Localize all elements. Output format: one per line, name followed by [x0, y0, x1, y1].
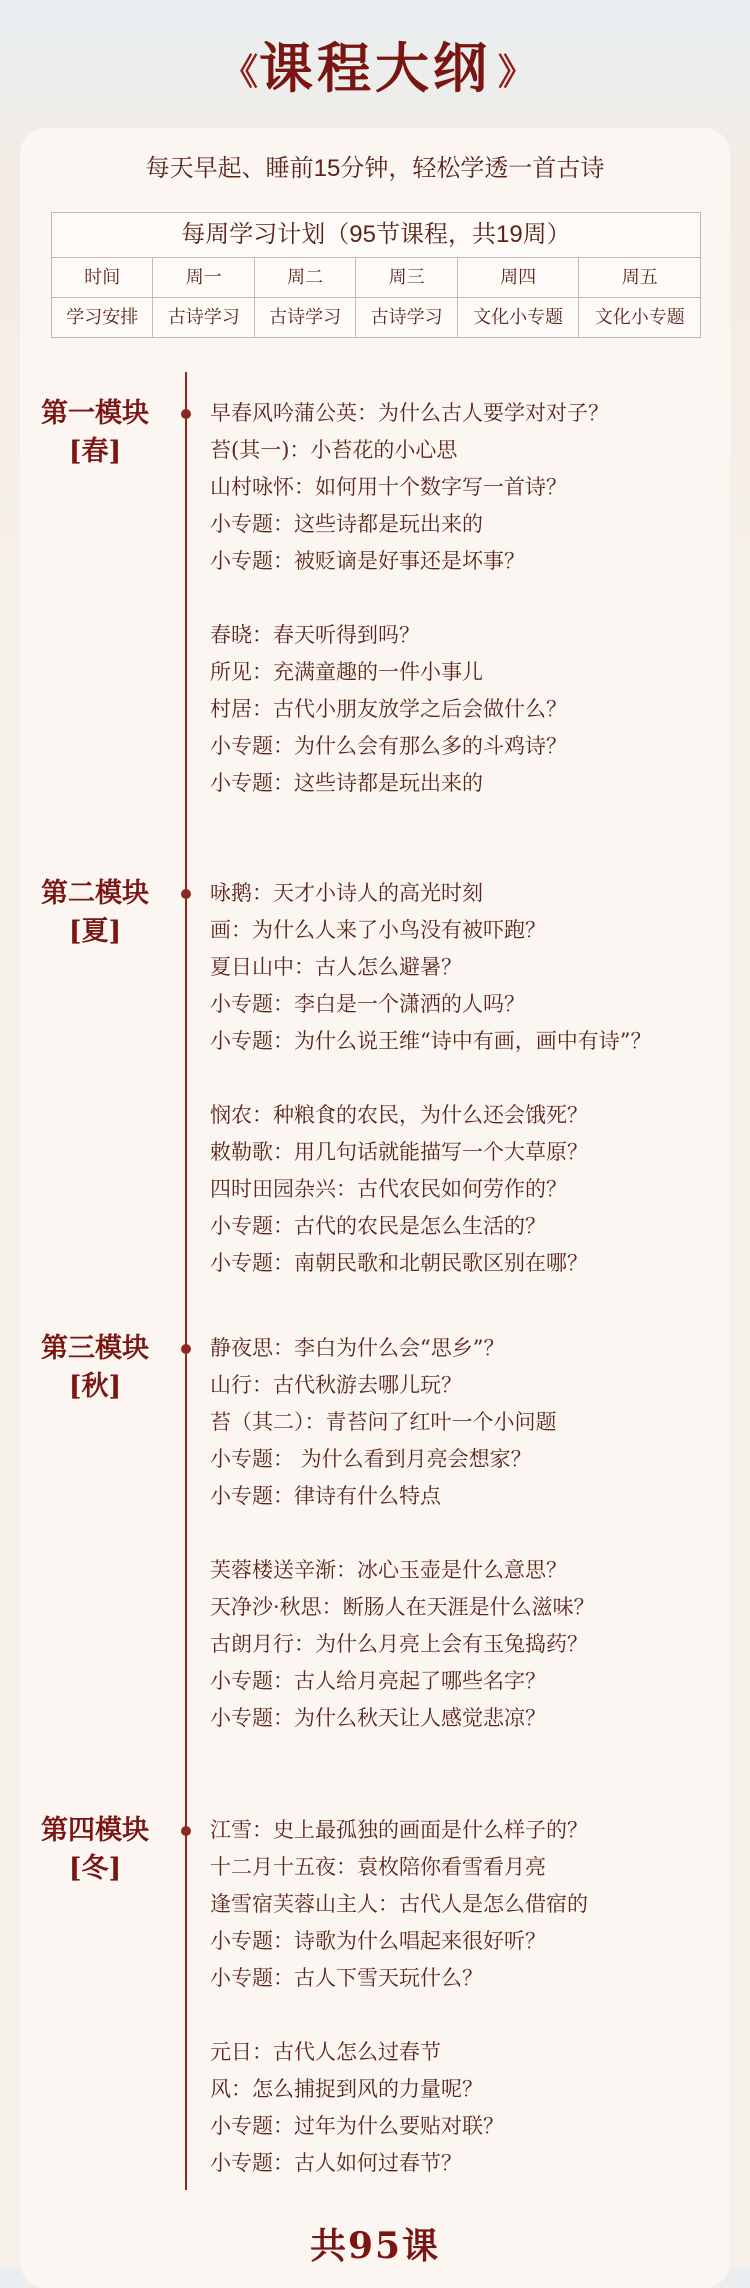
plan-cell: 周三: [355, 258, 456, 297]
title-ornament-left: 《: [222, 51, 259, 93]
lesson-item: 夏日山中：古人怎么避暑？: [210, 955, 462, 979]
module-season: [春]: [68, 436, 122, 467]
page-title: 课程大纲: [259, 36, 491, 100]
lesson-item: 小专题：为什么说王维“诗中有画，画中有诗”？: [210, 1029, 652, 1053]
timeline-dot: [181, 409, 191, 419]
module-name: 第二模块: [41, 878, 149, 909]
plan-cell: 古诗学习: [355, 298, 456, 337]
timeline-dot: [181, 1826, 191, 1836]
lesson-item: 小专题：为什么会有那么多的斗鸡诗？: [210, 734, 567, 758]
lesson-item: 逢雪宿芙蓉山主人：古代人是怎么借宿的: [210, 1892, 588, 1916]
plan-cell: 时间: [84, 267, 121, 287]
lesson-item: 春晓：春天听得到吗？: [210, 623, 420, 647]
lesson-list: [210, 395, 730, 802]
lesson-item: 小专题：诗歌为什么唱起来很好听？: [210, 1929, 546, 1953]
module-name: 第四模块: [41, 1815, 149, 1846]
total-lessons: 共95课: [309, 2225, 441, 2267]
plan-cell: 周五: [578, 258, 700, 297]
module-label: [30, 1330, 160, 1406]
timeline-dot: [181, 889, 191, 899]
lesson-list: [210, 875, 730, 1282]
lesson-item: 小专题：为什么秋天让人感觉悲凉？: [210, 1706, 546, 1730]
lesson-item: 所见：充满童趣的一件小事儿: [210, 660, 483, 684]
lesson-item: 小专题：古人给月亮起了哪些名字？: [210, 1669, 546, 1693]
plan-cell: 文化小专题: [457, 298, 579, 337]
module-label: [30, 395, 160, 471]
lesson-item: 四时田园杂兴：古代农民如何劳作的？: [210, 1177, 567, 1201]
lesson-list: [210, 1812, 730, 2182]
lesson-item: 小专题：被贬谪是好事还是坏事？: [210, 549, 525, 573]
timeline-dot: [181, 1344, 191, 1354]
timeline-line: [185, 372, 187, 2190]
header: [0, 0, 750, 130]
lesson-item: 小专题：这些诗都是玩出来的: [210, 771, 483, 795]
plan-cell: 文化小专题: [578, 298, 700, 337]
plan-cell: 周一: [152, 258, 253, 297]
module-season: [冬]: [68, 1853, 122, 1884]
lesson-item: 村居：古代小朋友放学之后会做什么？: [210, 697, 567, 721]
plan-cell: 学习安排: [66, 307, 139, 327]
lesson-item: 小专题：李白是一个潇洒的人吗？: [210, 992, 525, 1016]
lesson-item: 悯农：种粮食的农民，为什么还会饿死？: [210, 1103, 588, 1127]
lesson-item: 小专题：这些诗都是玩出来的: [210, 512, 483, 536]
lesson-item: 苔(其一)：小苔花的小心思: [210, 438, 458, 462]
lesson-item: 小专题：古代的农民是怎么生活的？: [210, 1214, 546, 1238]
lesson-item: 山行：古代秋游去哪儿玩？: [210, 1373, 462, 1397]
page-subtitle: 每天早起、睡前15分钟，轻松学透一首古诗: [145, 155, 605, 182]
lesson-item: 小专题：律诗有什么特点: [210, 1484, 441, 1508]
plan-cell: 古诗学习: [152, 298, 253, 337]
plan-header-row: [52, 258, 700, 297]
module-season: [秋]: [68, 1371, 122, 1402]
lesson-item: 小专题：南朝民歌和北朝民歌区别在哪？: [210, 1251, 588, 1275]
lesson-item: 山村咏怀：如何用十个数字写一首诗？: [210, 475, 567, 499]
lesson-item: 江雪：史上最孤独的画面是什么样子的？: [210, 1818, 588, 1842]
lesson-item: 小专题：过年为什么要贴对联？: [210, 2114, 504, 2138]
plan-title: 每周学习计划（95节课程，共19周）: [52, 213, 700, 258]
lesson-item: 咏鹅：天才小诗人的高光时刻: [210, 881, 483, 905]
module-name: 第三模块: [41, 1333, 149, 1364]
plan-cell: 周二: [254, 258, 355, 297]
module-season: [夏]: [68, 916, 122, 947]
lesson-item: 苔（其二）：青苔问了红叶一个小问题: [210, 1410, 557, 1434]
module-label: [30, 875, 160, 951]
lesson-item: 十二月十五夜：袁枚陪你看雪看月亮: [210, 1855, 546, 1879]
lesson-item: 画：为什么人来了小鸟没有被吓跑？: [210, 918, 546, 942]
lesson-item: 天净沙·秋思：断肠人在天涯是什么滋味？: [210, 1595, 595, 1619]
plan-cell: 周四: [457, 258, 579, 297]
module-label: [30, 1812, 160, 1888]
title-ornament-right: 》: [498, 51, 535, 93]
lesson-item: 小专题：古人下雪天玩什么？: [210, 1966, 483, 1990]
lesson-item: 小专题： 为什么看到月亮会想家？: [210, 1447, 532, 1471]
plan-schedule-row: [52, 297, 700, 337]
lesson-item: 古朗月行：为什么月亮上会有玉兔捣药？: [210, 1632, 588, 1656]
lesson-item: 早春风吟蒲公英：为什么古人要学对对子？: [210, 401, 609, 425]
lesson-item: 敕勒歌：用几句话就能描写一个大草原？: [210, 1140, 588, 1164]
module-name: 第一模块: [41, 398, 149, 429]
lesson-item: 风：怎么捕捉到风的力量呢？: [210, 2077, 483, 2101]
lesson-item: 静夜思：李白为什么会“思乡”？: [210, 1336, 505, 1360]
lesson-list: [210, 1330, 730, 1737]
lesson-item: 元日：古代人怎么过春节: [210, 2040, 441, 2064]
lesson-item: 小专题：古人如何过春节？: [210, 2151, 462, 2175]
plan-cell: 古诗学习: [254, 298, 355, 337]
lesson-item: 芙蓉楼送辛渐：冰心玉壶是什么意思？: [210, 1558, 567, 1582]
weekly-plan-table: [51, 212, 701, 338]
